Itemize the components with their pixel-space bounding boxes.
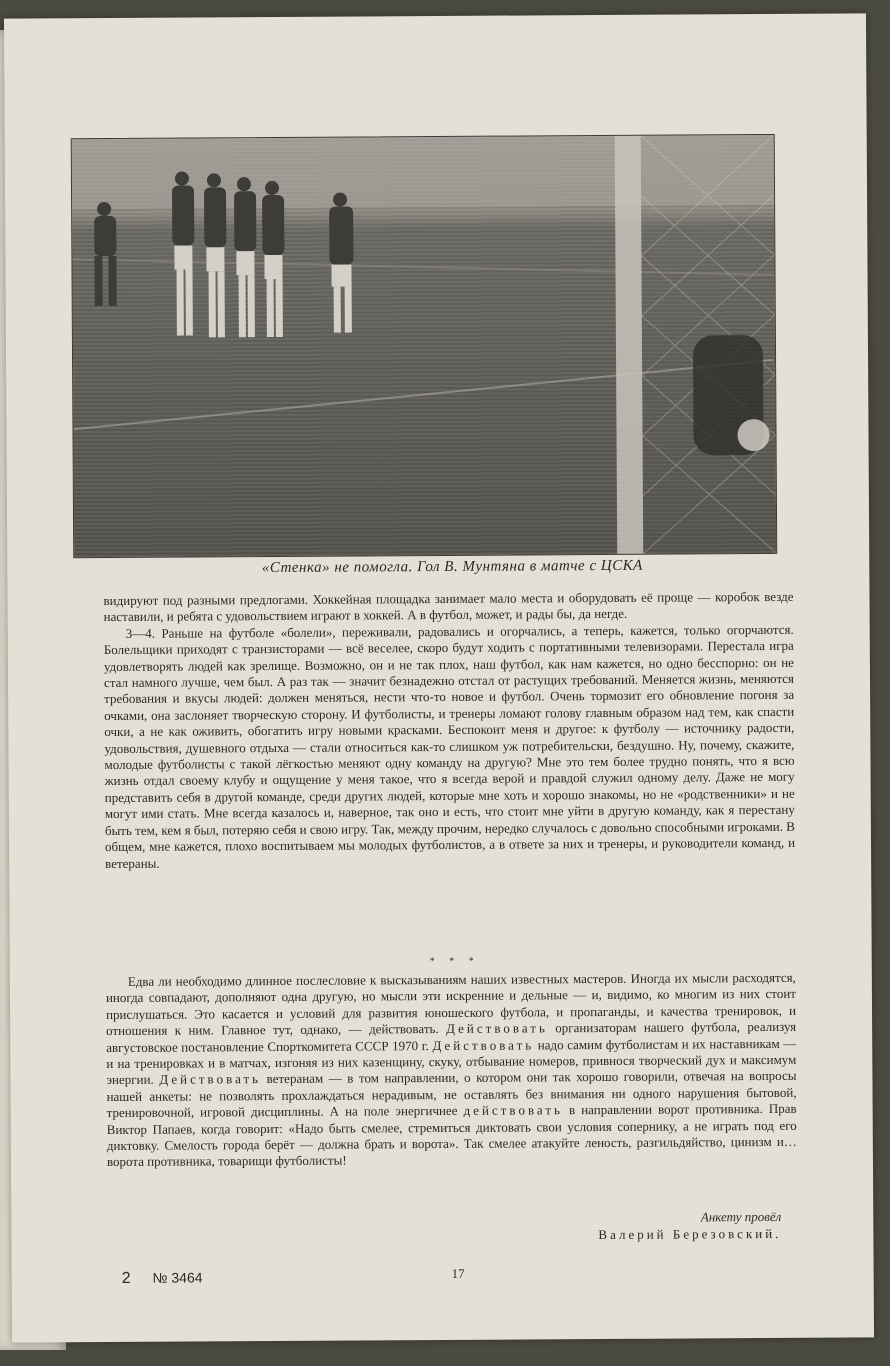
author-name: Валерий Березовский. xyxy=(598,1225,782,1243)
section-separator: * * * xyxy=(429,955,480,968)
afterword-paragraph xyxy=(106,970,797,1171)
paragraph-continuation: видируют под разными предлогами. Хоккейная площадка занимает мало места и оборудовать её проще — коробок везде наставили, и ребята с удовольствием играют в хоккей. А в футбол, может, и рады бы, да негде. xyxy=(103,588,794,625)
photo-caption: «Стенка» не помогла. Гол В. Мунтяна в матче с ЦСКА xyxy=(261,557,643,577)
emphasis-action-2: Действовать xyxy=(432,1037,535,1053)
match-photo xyxy=(71,134,778,558)
paragraph-answer-3-4: 3—4. Раньше на футболе «болели», переживали, радовались и огорчались, а теперь, кажется, только огорчаются. Болельщики приходят с транзисторами — всё веселее, скоро будут ходить с портативными телевизорами. Перестала игра удовлетворять людей как зрелище. Возможно, он и не так плох, наш футбол, как нам кажется, но одно бесспорно: он не стал намного лучше, чем был. А раз так — значит безнадежно отстал от растущих требований. Меняется жизнь, меняются требования и вкусы людей: должен меняться, нести что-то новое и футбол. Очень тормозит его обновление погоня за очками, она заслоняет творческую сторону. И футболисты, и тренеры ломают голову главным образом над тем, как спасти очки, а не как оживить, обогатить игру новыми красками. Беспокоит меня и другое: к футболу — источнику радости, удовольствия, душевного отдыха — стали относиться как-то слишком уж потребительски, бездушно. Ну, почему, скажите, молодые футболисты с такой лёгкостью меняют одну команду на другую? Мне это тем более трудно понять, что я всю жизнь отдал своему клубу и ощущение у меня такое, что я всегда верой и правдой служил одному делу. Даже не могу представить себя в другой команде, среди других людей, которые мне хоть и хорошо знакомы, но не «родственники» и не могут ими стать. Мне всегда казалось и, наверное, так оно и есть, что стоит мне уйти в другую команду, как я перестану быть тем, кем я был, потеряю себя и свою игру. Так, между прочим, нередко случалось с довольно способными игроками. В общем, мне кажется, плохо воспитываем мы молодых футболистов, а в ответе за них и тренеры, и руководители команд, и ветераны. xyxy=(103,621,796,871)
emphasis-action-3: Действовать xyxy=(159,1071,262,1088)
book-page xyxy=(4,13,874,1342)
afterword-text-d: ветеранам — в том направлении, о котором они так хорошо говорили, отвечая на вопросы нашей анкеты: не позволять прохлаждаться нерадивым, не оставлять без внимания ни одного нарушения бытовой, тренировочной, игровой дисциплины. А на поле энергичнее xyxy=(106,1068,797,1121)
emphasis-action-4: действовать xyxy=(463,1102,563,1119)
order-number: № 3464 xyxy=(152,1269,203,1286)
page-number: 17 xyxy=(451,1265,465,1281)
article-section-2 xyxy=(106,970,797,1171)
afterword-text-a: Едва ли необходимо длинное послесловие к высказываниям наших известных мастеров. Иногда их мысли расходятся, иногда совпадают, дополняют одна другую, но мысли эти искренние и дельные — и, видимо, ко многим из них стоит прислушаться. Это касается и условий для развития юношеского футбола, и пропаганды, и качества тренировок, и отношения к ним. Главное тут, однако, — действовать. xyxy=(105,969,797,1039)
afterword-text-c: надо самим футболистам и их наставникам — и на тренировках и в матчах, изгоняя из них казенщину, скуку, отбывание номеров, привнося творческий дух и максимум энергии. xyxy=(106,1035,797,1088)
afterword-text-e: в направлении ворот противника. Прав Виктор Папаев, когда говорит: «Надо быть смелее, стремиться диктовать свои условия сопернику, а не играть под его диктовку. Смелость города берёт — должна брать и ворота». Так смелее атакуйте леность, разгильдяйство, цинизм и… ворота противника, товарищи футболисты! xyxy=(106,1101,797,1170)
match-photo-drawing xyxy=(72,135,777,557)
article-section-1 xyxy=(103,589,795,872)
signature-line: Анкету провёл xyxy=(700,1208,782,1225)
print-footer xyxy=(122,1269,203,1287)
afterword-text-b: организаторам нашего футбола, реализуя августовское постановление Спорткомитета СССР 1970 г. xyxy=(106,1019,797,1055)
signature-mark: 2 xyxy=(121,1269,131,1287)
emphasis-action-1: Действовать xyxy=(446,1020,548,1037)
article-signature xyxy=(598,1208,781,1243)
